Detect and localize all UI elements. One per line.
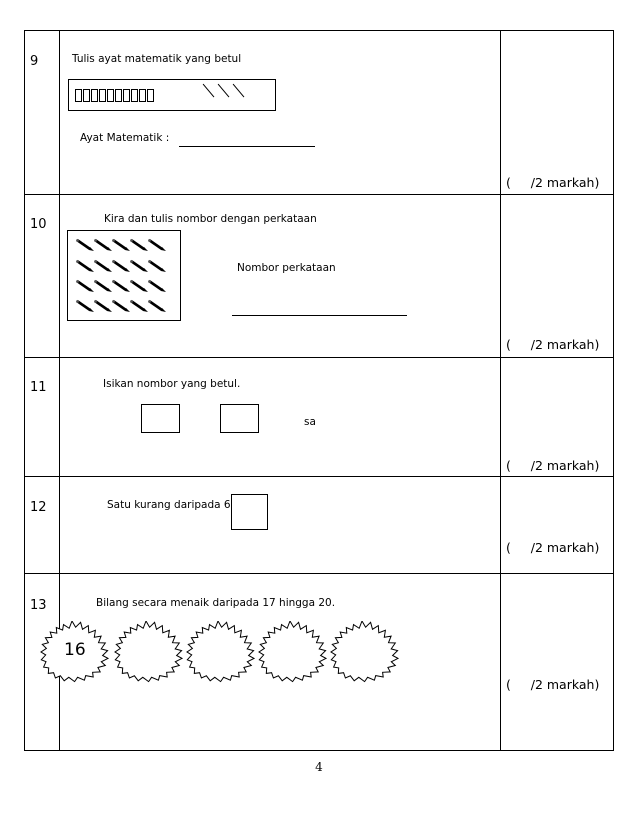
tally-picture-box — [68, 79, 276, 111]
answer-line[interactable] — [232, 305, 407, 316]
rectangle-icon-row — [75, 89, 155, 102]
marks-label: ( /2 markah) — [506, 337, 600, 352]
rectangle-icon — [131, 89, 138, 102]
starburst-icon[interactable] — [259, 621, 326, 682]
pencils-picture-box — [67, 230, 181, 321]
starburst-icon[interactable] — [187, 621, 254, 682]
slash-stroke-icon — [218, 84, 230, 98]
table-border-top — [24, 30, 614, 31]
question-instruction: Isikan nombor yang betul. — [103, 378, 241, 390]
slash-stroke-icon — [233, 84, 245, 98]
question-instruction: Tulis ayat matematik yang betul — [72, 53, 242, 65]
question-number: 9 — [30, 54, 39, 69]
answer-box[interactable] — [141, 404, 180, 433]
slash-stroke-icon — [203, 84, 215, 98]
table-border-left — [24, 30, 25, 751]
table-border-bottom — [24, 750, 614, 751]
question-number: 11 — [30, 380, 47, 395]
unit-label: sa — [304, 416, 316, 428]
pencils-group-icon — [68, 231, 180, 320]
column-divider-marks — [500, 30, 501, 751]
rectangle-icon — [75, 89, 82, 102]
answer-label: Nombor perkataan — [237, 262, 336, 274]
marks-label: ( /2 markah) — [506, 677, 600, 692]
page-number: 4 — [315, 760, 323, 774]
marks-label: ( /2 markah) — [506, 540, 600, 555]
math-sentence-answer-line[interactable] — [179, 135, 315, 147]
rectangle-icon — [115, 89, 122, 102]
row-divider — [24, 573, 614, 574]
row-divider — [24, 194, 614, 195]
math-sentence-label: Ayat Matematik : — [80, 132, 170, 144]
question-number: 12 — [30, 500, 47, 515]
rectangle-icon — [107, 89, 114, 102]
rectangle-icon — [139, 89, 146, 102]
question-instruction: Bilang secara menaik daripada 17 hingga 20. — [96, 597, 336, 609]
rectangle-icon — [99, 89, 106, 102]
question-instruction: Kira dan tulis nombor dengan perkataan — [104, 213, 317, 225]
row-divider — [24, 476, 614, 477]
rectangle-icon — [91, 89, 98, 102]
rectangle-icon — [147, 89, 154, 102]
starting-number: 16 — [64, 640, 86, 660]
marks-label: ( /2 markah) — [506, 458, 600, 473]
starburst-icon[interactable] — [115, 621, 182, 682]
table-border-right — [613, 30, 614, 751]
row-divider — [24, 357, 614, 358]
answer-box[interactable] — [220, 404, 259, 433]
rectangle-icon — [123, 89, 130, 102]
starburst-sequence — [40, 621, 440, 683]
question-instruction: Satu kurang daripada 6 — [107, 499, 231, 511]
starburst-icon[interactable] — [331, 621, 398, 682]
rectangle-icon — [83, 89, 90, 102]
marks-label: ( /2 markah) — [506, 175, 600, 190]
answer-box[interactable] — [231, 494, 268, 530]
question-number: 13 — [30, 598, 47, 613]
question-number: 10 — [30, 217, 47, 232]
